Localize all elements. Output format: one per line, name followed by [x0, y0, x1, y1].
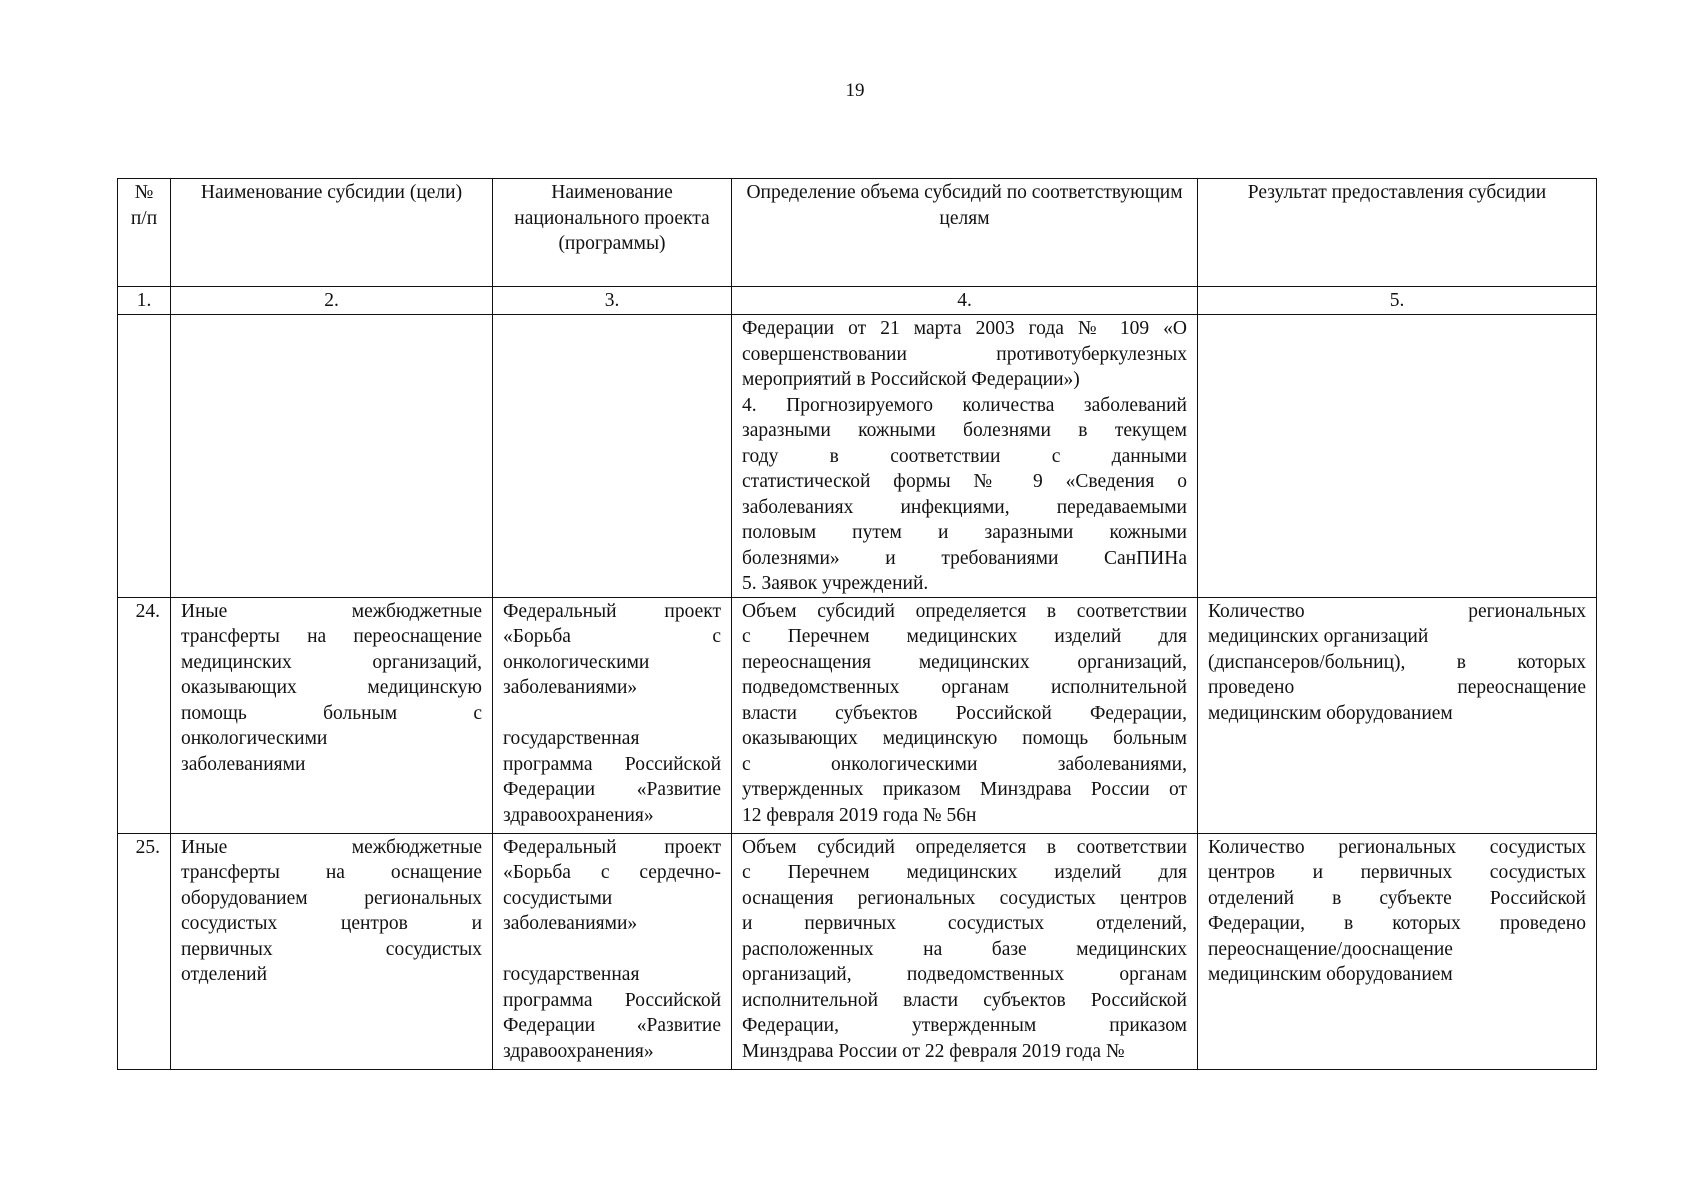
table-row [118, 315, 1597, 598]
text-line: программа Российской [503, 989, 721, 1011]
text-line: переоснащение/дооснащение [1208, 938, 1453, 960]
text-line: совершенствовании противотуберкулезных [742, 343, 1187, 365]
result-cell [1198, 315, 1597, 598]
text-line: заразными кожными болезнями в текущем [742, 420, 1187, 441]
table-row [118, 833, 1597, 1069]
text-line: заболеваниями» [503, 677, 638, 698]
text-line: статистической формы № 9 «Сведения о [742, 471, 1187, 492]
text-line: государственная [503, 728, 640, 749]
header-number: № п/п [118, 179, 171, 287]
text-line: заболеваниями [181, 753, 306, 775]
text-line: с Перечнем медицинских изделий для [742, 862, 1187, 883]
text-line: заболеваниях инфекциями, передаваемыми [742, 496, 1187, 518]
text-line: помощь больным с [181, 702, 482, 724]
national-project-cell [493, 833, 732, 1069]
subsidy-table [117, 178, 1597, 1070]
text-line: онкологическими [503, 651, 650, 673]
text-line: сосудистых центров и [181, 913, 482, 934]
text-line: трансферты на оснащение [181, 862, 482, 883]
text-line: государственная [503, 964, 640, 985]
text-line: здравоохранения» [503, 1040, 654, 1062]
text-line: Федерации от 21 марта 2003 года № 109 «О [742, 318, 1187, 339]
header-result: Результат предоставления субсидии [1198, 179, 1597, 287]
paragraph-gap [503, 937, 721, 963]
text-line: заболеваниями» [503, 913, 638, 934]
header-subsidy-name: Наименование субсидии (цели) [171, 179, 493, 287]
result-cell [1198, 833, 1597, 1069]
text-line: Федеральный проект [503, 836, 721, 858]
text-line: организаций, подведомственных органам [742, 964, 1187, 985]
text-line: «Борьба с [503, 626, 721, 647]
text-line: власти субъектов Российской Федерации, [742, 702, 1187, 724]
text-line: и первичных сосудистых отделений, [742, 913, 1187, 934]
text-line: 4. Прогнозируемого количества заболеваний [742, 394, 1187, 416]
text-line: исполнительной власти субъектов Российской [742, 989, 1187, 1011]
text-line: Объем субсидий определяется в соответствии [742, 836, 1187, 858]
text-line: утвержденных приказом Минздрава России от [742, 779, 1187, 800]
result-cell [1198, 597, 1597, 833]
text-line: отделений [181, 964, 268, 985]
text-line: оснащения региональных сосудистых центров [742, 887, 1187, 909]
text-line: медицинским оборудованием [1208, 702, 1453, 724]
subsidy-name-cell [171, 597, 493, 833]
text-line: отделений в субъекте Российской [1208, 887, 1586, 909]
text-line: Федерации «Развитие [503, 779, 721, 800]
text-line: медицинским оборудованием [1208, 964, 1453, 985]
column-number: 5. [1198, 287, 1597, 315]
text-line: сосудистыми [503, 887, 613, 909]
text-line: медицинских организаций [1208, 626, 1429, 647]
page-number: 19 [845, 80, 865, 101]
column-number: 2. [171, 287, 493, 315]
row-number: 25. [118, 833, 171, 1069]
volume-definition-cell [732, 597, 1198, 833]
text-line: переоснащения медицинских организаций, [742, 651, 1187, 673]
row-number [118, 315, 171, 598]
text-line: Иные межбюджетные [181, 600, 482, 622]
text-line: проведено переоснащение [1208, 677, 1586, 698]
text-line: с Перечнем медицинских изделий для [742, 626, 1187, 647]
text-line: 5. Заявок учреждений. [742, 573, 929, 594]
subsidy-name-cell [171, 833, 493, 1069]
text-line: Количество региональных [1208, 600, 1586, 622]
text-line: оборудованием региональных [181, 887, 482, 909]
text-line: медицинских организаций, [181, 651, 482, 673]
volume-definition-cell [732, 833, 1198, 1069]
text-line: половым путем и заразными кожными [742, 522, 1187, 543]
table-row [118, 597, 1597, 833]
text-line: с онкологическими заболеваниями, [742, 753, 1187, 775]
text-line: первичных сосудистых [181, 938, 482, 960]
text-line: онкологическими [181, 728, 328, 749]
text-line: мероприятий в Российской Федерации») [742, 369, 1080, 390]
column-number: 1. [118, 287, 171, 315]
text-line: здравоохранения» [503, 804, 654, 826]
text-line: Федерации, утвержденным приказом [742, 1015, 1187, 1036]
column-number: 3. [493, 287, 732, 315]
paragraph-gap [503, 701, 721, 727]
row-number: 24. [118, 597, 171, 833]
text-line: Федеральный проект [503, 600, 721, 622]
header-volume-definition: Определение объема субсидий по соответствующим целям [732, 179, 1198, 287]
text-line: году в соответствии с данными [742, 445, 1187, 467]
text-line: трансферты на переоснащение [181, 626, 482, 647]
text-line: «Борьба с сердечно- [503, 862, 721, 883]
national-project-cell [493, 597, 732, 833]
national-project-cell [493, 315, 732, 598]
table-header-row [118, 179, 1597, 287]
text-line: оказывающих медицинскую помощь больным [742, 728, 1187, 749]
text-line: Количество региональных сосудистых [1208, 836, 1586, 858]
text-line: подведомственных органам исполнительной [742, 677, 1187, 698]
text-line: болезнями» и требованиями СанПИНа [742, 547, 1187, 569]
text-line: расположенных на базе медицинских [742, 938, 1187, 960]
column-number: 4. [732, 287, 1198, 315]
text-line: Минздрава России от 22 февраля 2019 года № [742, 1040, 1125, 1062]
text-line: программа Российской [503, 753, 721, 775]
text-line: (диспансеров/больниц), в которых [1208, 651, 1586, 673]
column-number-row [118, 287, 1597, 315]
text-line: Федерации, в которых проведено [1208, 913, 1586, 934]
text-line: оказывающих медицинскую [181, 677, 482, 698]
text-line: Федерации «Развитие [503, 1015, 721, 1036]
volume-definition-cell [732, 315, 1198, 598]
subsidy-name-cell [171, 315, 493, 598]
text-line: центров и первичных сосудистых [1208, 862, 1586, 883]
text-line: Иные межбюджетные [181, 836, 482, 858]
text-line: Объем субсидий определяется в соответствии [742, 600, 1187, 622]
text-line: 12 февраля 2019 года № 56н [742, 804, 977, 826]
table-body [118, 315, 1597, 1070]
header-national-project: Наименование национального проекта (программы) [493, 179, 732, 287]
